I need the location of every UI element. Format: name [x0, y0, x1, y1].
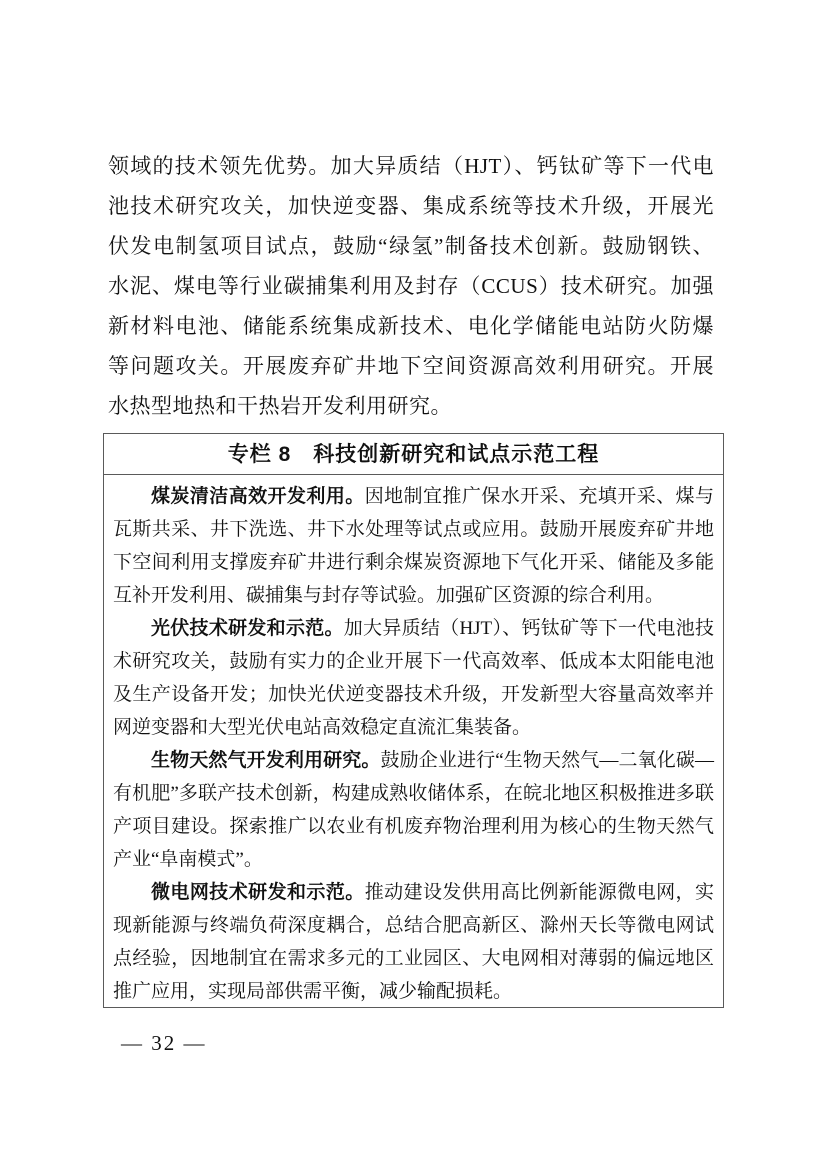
- paragraph-text: 加大异质结（HJT）、钙钛矿等下一代电池技术研究攻关，鼓励有实力的企业开展下一代高效率、低成本太阳能电池及生产设备开发；加快光伏逆变器技术升级，开发新型大容量高效率并网逆变器和大型光伏电站高效稳定直流汇集装备。: [113, 618, 714, 738]
- column-box-title: 专栏 8 科技创新研究和试点示范工程: [104, 434, 723, 475]
- body-line: 池技术研究攻关，加快逆变器、集成系统等技术升级，开展光: [108, 194, 714, 218]
- column-paragraph-biogas: [113, 744, 714, 876]
- main-paragraph: [108, 146, 714, 426]
- column-paragraph-microgrid: [113, 876, 714, 1008]
- lead-phrase: 煤炭清洁高效开发利用。: [151, 486, 365, 507]
- lead-phrase: 光伏技术研发和示范。: [151, 618, 344, 639]
- column-paragraph-coal: [113, 480, 714, 612]
- paragraph-text: 推动建设发供用高比例新能源微电网，实现新能源与终端负荷深度耦合，总结合肥高新区、滁州天长等微电网试点经验，因地制宜在需求多元的工业园区、大电网相对薄弱的偏远地区推广应用，实现局部供需平衡，减少输配损耗。: [113, 882, 714, 1002]
- column-paragraph-photovoltaic: [113, 612, 714, 744]
- paragraph-text: 鼓励企业进行“生物天然气—二氧化碳—有机肥”多联产技术创新，构建成熟收储体系，在皖北地区积极推进多联产项目建设。探索推广以农业有机废弃物治理利用为核心的生物天然气产业“阜南模式”。: [113, 750, 714, 870]
- body-line: 等问题攻关。开展废弃矿井地下空间资源高效利用研究。开展: [108, 354, 714, 378]
- column-box-body: [104, 475, 723, 1008]
- column-8-box: [103, 433, 724, 1008]
- lead-phrase: 生物天然气开发利用研究。: [151, 750, 381, 771]
- page-number: — 32 —: [121, 1031, 207, 1055]
- body-line: 领域的技术领先优势。加大异质结（HJT）、钙钛矿等下一代电: [108, 154, 714, 178]
- body-line: 伏发电制氢项目试点，鼓励“绿氢”制备技术创新。鼓励钢铁、: [108, 234, 714, 258]
- body-line: 水热型地热和干热岩开发利用研究。: [108, 394, 452, 418]
- body-line: 新材料电池、储能系统集成新技术、电化学储能电站防火防爆: [108, 314, 714, 338]
- paragraph-text: 因地制宜推广保水开采、充填开采、煤与瓦斯共采、井下洗选、井下水处理等试点或应用。鼓励开展废弃矿井地下空间利用支撑废弃矿井进行剩余煤炭资源地下气化开采、储能及多能互补开发利用、碳捕集与封存等试验。加强矿区资源的综合利用。: [113, 486, 714, 606]
- lead-phrase: 微电网技术研发和示范。: [151, 882, 365, 903]
- body-line: 水泥、煤电等行业碳捕集利用及封存（CCUS）技术研究。加强: [108, 274, 714, 298]
